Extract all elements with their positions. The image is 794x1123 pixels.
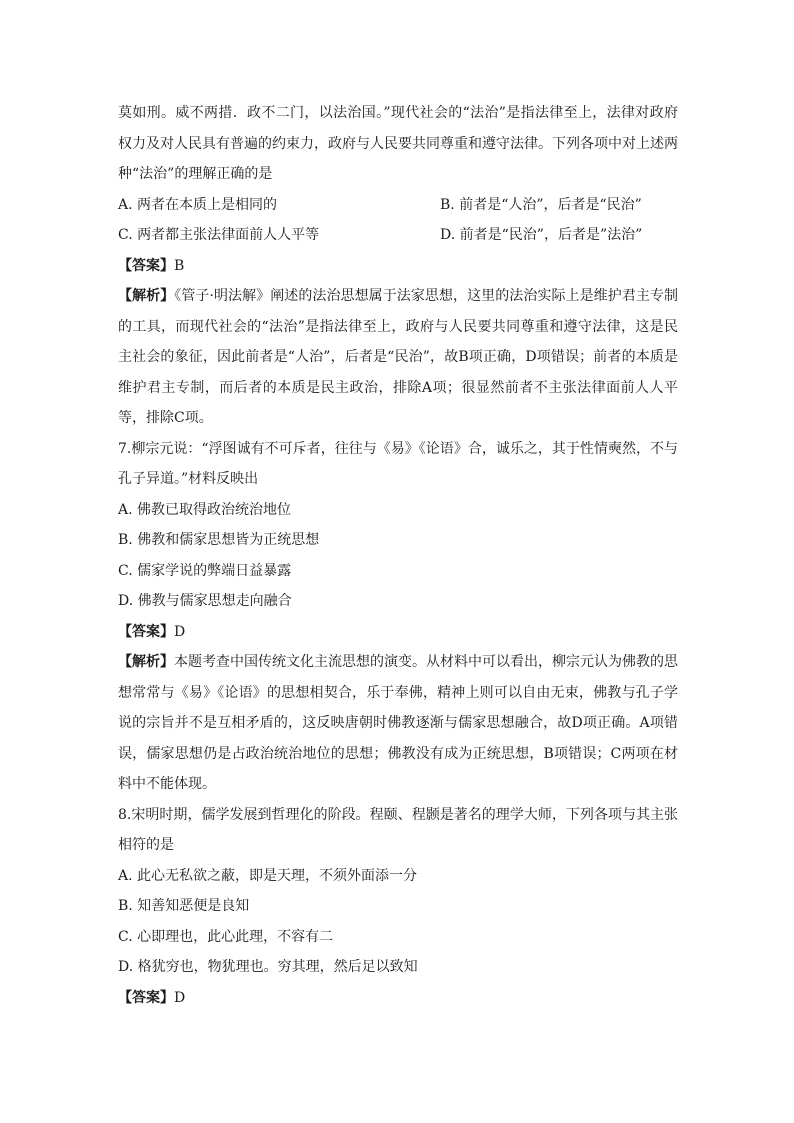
q6-option-c: C. 两者都主张法律面前人人平等 (118, 227, 320, 243)
q6-analysis-text: 《管子·明法解》阐述的法治思想属于法家思想，这里的法治实际上是维护君主专制的工具，而现代社会的“法治”是指法律至上，政府与人民要共同尊重和遵守法律，这是民主社会的象征，因此前者是“人治”，后者是“民治”，故B项正确，D项错误；前者的本质是维护君主专制，而后者的本质是民主政治，排除A项；很显然前者不主张法律面前人人平等，排除C项。 (118, 288, 679, 426)
q6-analysis (118, 281, 678, 434)
q6-stem-continuation: 莫如刑。威不两措．政不二门，以法治国。”现代社会的“法治”是指法律至上，法律对政府权力及对人民具有普遍的约束力，政府与人民要共同尊重和遵守法律。下列各项中对上述两种“法治”的理解正确的是 (118, 105, 678, 182)
q6-answer-tag: 【答案】 (118, 257, 174, 274)
q8-option-c: C. 心即理也，此心此理，不容有二 (118, 928, 334, 945)
q7-answer-tag: 【答案】 (118, 623, 174, 640)
q6-option-a: A. 两者在本质上是相同的 (118, 196, 278, 213)
q6-answer-value: B (174, 257, 185, 274)
q8-option-a: A. 此心无私欲之蔽，即是天理，不须外面添一分 (118, 867, 418, 884)
q7-answer-value: D (174, 623, 186, 640)
q7-option-c: C. 儒家学说的弊端日益暴露 (118, 562, 292, 579)
q7-stem: 7.柳宗元说：“浮图诚有不可斥者，往往与《易》《论语》合，诚乐之，其于性情奭然，不与孔子异道。”材料反映出 (118, 440, 678, 487)
q7-option-d: D. 佛教与儒家思想走向融合 (118, 593, 292, 609)
q7-option-a: A. 佛教已取得政治统治地位 (118, 501, 292, 518)
q6-answer (118, 251, 678, 282)
q6-analysis-tag: 【解析】 (118, 288, 175, 304)
q8-option-d: D. 格犹穷也，物犹理也。穷其理，然后足以致知 (118, 959, 418, 975)
q6-option-d: D. 前者是“民治”，后者是”法治” (440, 227, 643, 243)
q7-analysis (118, 647, 678, 800)
q6-options-row-1 (118, 190, 678, 221)
q8-stem: 8.宋明时期，儒学发展到哲理化的阶段。程颐、程颢是著名的理学大师，下列各项与其主张相符的是 (118, 806, 678, 853)
q8-answer-tag: 【答案】 (118, 989, 174, 1006)
q8-answer-value: D (174, 989, 186, 1006)
q6-options-row-2 (118, 220, 678, 251)
q7-analysis-text: 本题考查中国传统文化主流思想的演变。从材料中可以看出，柳宗元认为佛教的思想常常与《易》《论语》的思想相契合，乐于奉佛，精神上则可以自由无束，佛教与孔子学说的宗旨并不是互相矛盾的，这反映唐朝时佛教逐渐与儒家思想融合，故D项正确。A项错误，儒家思想仍是占政治统治地位的思想；佛教没有成为正统思想，B项错误；C两项在材料中不能体现。 (118, 654, 678, 792)
q8-answer (118, 983, 678, 1014)
q7-answer (118, 617, 678, 648)
q6-option-b: B. 前者是“人治”，后者是“民治” (440, 196, 642, 213)
q8-option-b: B. 知善知恶便是良知 (118, 898, 250, 914)
document-page (118, 98, 678, 1013)
q7-option-b: B. 佛教和儒家思想皆为正统思想 (118, 532, 320, 548)
q7-analysis-tag: 【解析】 (118, 654, 174, 670)
